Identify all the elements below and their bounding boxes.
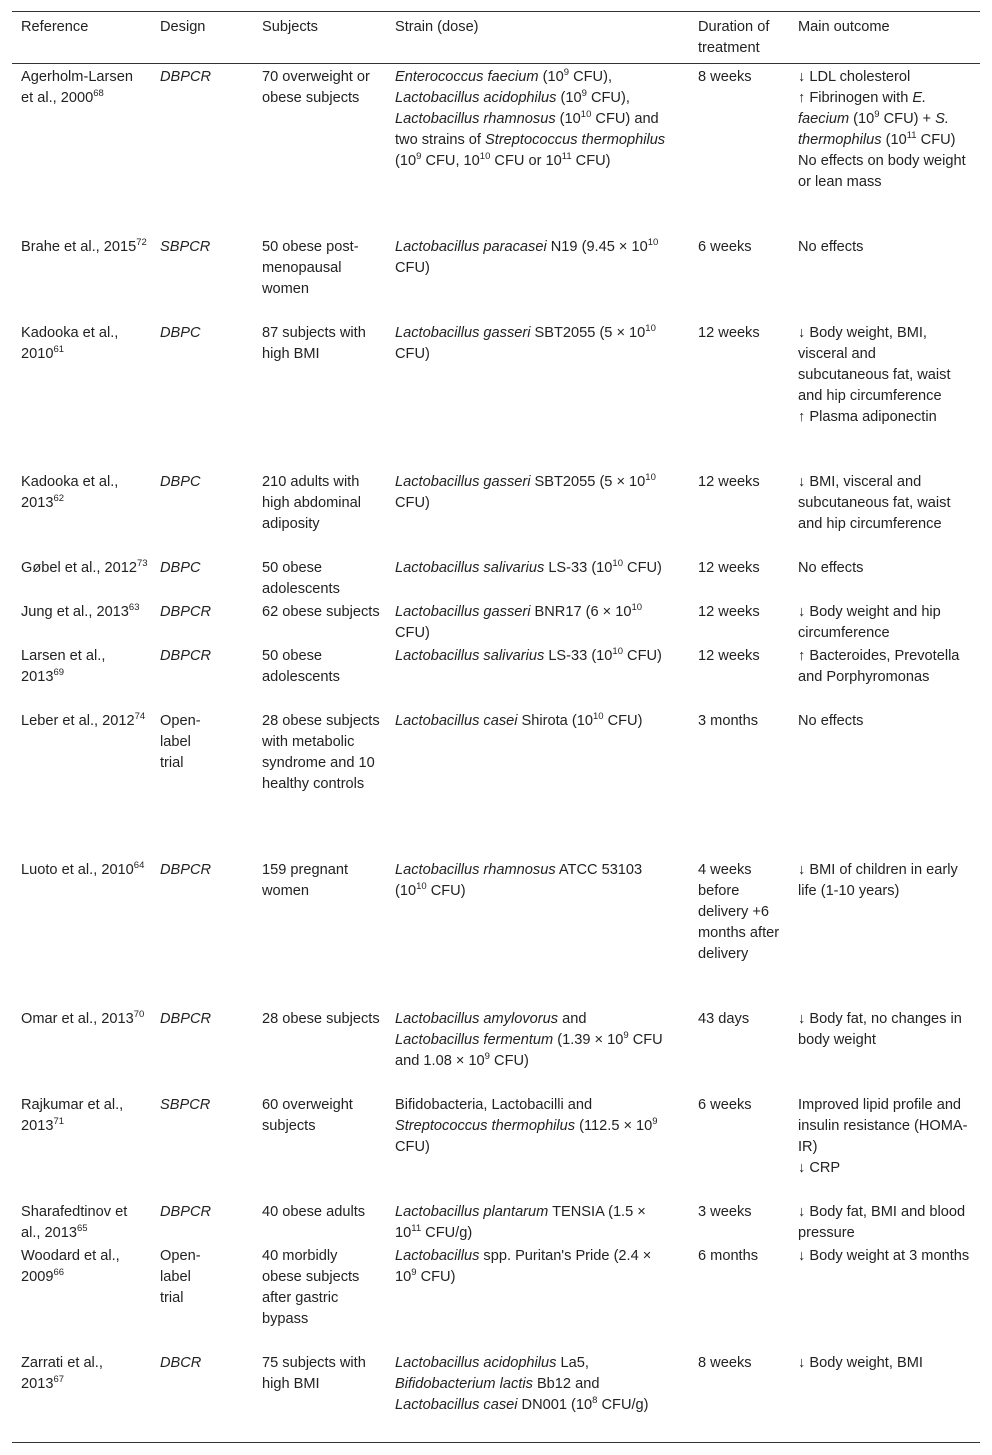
duration-cell: 6 months [698, 1248, 759, 1264]
outcome-cell: ↑ Bacteroides, Prevotella and Porphyromonas [798, 648, 960, 685]
strain-cell: Lactobacillus paracasei N19 ($9.45 \times 10^{10}$ CFU) [395, 237, 659, 276]
duration-cell: 12 weeks [698, 474, 760, 490]
outcome-cell: No effects [798, 713, 864, 729]
duration-cell: 12 weeks [698, 325, 760, 341]
subjects-cell: 62 obese subjects [262, 604, 380, 620]
reference-cell: Agerholm-Larsen et al., 2000$^{68}$ [21, 69, 133, 106]
design-cell: SBPCR [160, 239, 211, 255]
outcome-cell: ↓ Body weight at 3 months [798, 1248, 970, 1264]
strain-cell: Lactobacillus amylovorus and Lactobacillus fermentum ($1.39 \times 10^9$ CFU and $1.08 \times 10^9$ CFU) [395, 1011, 663, 1069]
subjects-cell: 75 subjects with high BMI [262, 1355, 366, 1392]
table-header-rule [12, 63, 980, 64]
outcome-line-rich: ↑ Fibrinogen with E. faecium ($10^9$ CFU) + S. thermophilus ($10^{11}$ CFU) [798, 90, 956, 148]
strain-cell: Enterococcus faecium ($10^9$ CFU), Lactobacillus acidophilus ($10^9$ CFU), Lactobacillus rhamnosus ($10^{10}$ CFU) and two strains of Streptococcus thermophilus ($10^9$ CFU, $10^{10}$ CFU or $10^{11}$ CFU) [395, 67, 666, 169]
reference-cell: Luoto et al., 2010$^{64}$ [21, 860, 145, 878]
duration-cell: 12 weeks [698, 648, 760, 664]
header-strain-dose: Strain (dose) [395, 19, 479, 35]
header-reference: Reference [21, 19, 89, 35]
subjects-cell: 210 adults with high abdominal adiposity [262, 474, 361, 532]
strain-cell: Lactobacillus plantarum TENSIA ($1.5 \times 10^{11}$ CFU/g) [395, 1204, 646, 1241]
design-cell: DBPCR [160, 1011, 212, 1027]
reference-cell: Kadooka et al., 2010$^{61}$ [21, 325, 119, 362]
table-header-row [12, 17, 980, 65]
duration-cell: 8 weeks [698, 69, 752, 85]
design-cell: Open-label trial [160, 713, 201, 771]
table-top-rule [12, 11, 980, 12]
duration-cell: 3 weeks [698, 1204, 752, 1220]
reference-cell: Gøbel et al., 2012$^{73}$ [21, 558, 148, 576]
subjects-cell: 40 morbidly obese subjects after gastric bypass [262, 1248, 360, 1327]
outcome-cell: ↓ LDL cholesterol ↑ Fibrinogen with E. faecium ($10^9$ CFU) + S. thermophilus ($10^{11}$ CFU) No effects on body weight or lean mass [798, 67, 970, 193]
design-cell: Open-label trial [160, 1248, 201, 1306]
outcome-cell: No effects [798, 239, 864, 255]
duration-cell: 6 weeks [698, 239, 752, 255]
outcome-cell: ↓ BMI, visceral and subcutaneous fat, waist and hip circumference [798, 474, 951, 532]
strain-cell: Lactobacillus gasseri SBT2055 ($5 \times 10^{10}$ CFU) [395, 472, 656, 511]
duration-cell: 12 weeks [698, 604, 760, 620]
subjects-cell: 70 overweight or obese subjects [262, 69, 370, 106]
design-cell: DBPC [160, 325, 201, 341]
reference-cell: Jung et al., 2013$^{63}$ [21, 602, 140, 620]
design-cell: DBPC [160, 560, 201, 576]
subjects-cell: 28 obese subjects [262, 1011, 380, 1027]
duration-cell: 4 weeks before delivery +6 months after delivery [698, 862, 780, 962]
strain-cell: Lactobacillus rhamnosus ATCC 53103 ($10^{10}$ CFU) [395, 862, 643, 899]
strain-cell: Lactobacillus gasseri SBT2055 ($5 \times 10^{10}$ CFU) [395, 323, 656, 362]
strain-cell: Bifidobacteria, Lactobacilli and Streptococcus thermophilus ($112.5 \times 10^9$ CFU) [395, 1097, 658, 1155]
design-cell: DBPCR [160, 648, 212, 664]
subjects-cell: 50 obese adolescents [262, 560, 340, 597]
reference-cell: Omar et al., 2013$^{70}$ [21, 1009, 145, 1027]
outcome-cell: ↓ Body weight and hip circumference [798, 604, 941, 641]
design-cell: DBPCR [160, 69, 212, 85]
outcome-cell: No effects [798, 560, 864, 576]
reference-cell: Sharafedtinov et al., 2013$^{65}$ [21, 1204, 128, 1241]
subjects-cell: 50 obese post-menopausal women [262, 239, 359, 297]
header-subjects: Subjects [262, 19, 318, 35]
reference-cell: Zarrati et al., 2013$^{67}$ [21, 1355, 103, 1392]
subjects-cell: 28 obese subjects with metabolic syndrome and 10 healthy controls [262, 713, 380, 792]
design-cell: SBPCR [160, 1097, 211, 1113]
strain-cell: Lactobacillus spp. Puritan's Pride ($2.4 \times 10^9$ CFU) [395, 1248, 652, 1285]
subjects-cell: 40 obese adults [262, 1204, 366, 1220]
subjects-cell: 50 obese adolescents [262, 648, 340, 685]
header-design: Design [160, 19, 206, 35]
outcome-cell: ↓ BMI of children in early life (1-10 years) [798, 862, 958, 899]
reference-cell: Larsen et al., 2013$^{69}$ [21, 648, 106, 685]
header-duration: Duration of treatment [698, 19, 770, 56]
reference-cell: Kadooka et al., 2013$^{62}$ [21, 474, 119, 511]
design-cell: DBPCR [160, 1204, 212, 1220]
outcome-cell: ↓ Body fat, no changes in body weight [798, 1011, 962, 1048]
subjects-cell: 159 pregnant women [262, 862, 349, 899]
header-main-outcome: Main outcome [798, 19, 890, 35]
subjects-cell: 87 subjects with high BMI [262, 325, 366, 362]
reference-cell: Rajkumar et al., 2013$^{71}$ [21, 1097, 124, 1134]
reference-cell: Woodard et al., 2009$^{66}$ [21, 1248, 120, 1285]
design-cell: DBPC [160, 474, 201, 490]
design-cell: DBPCR [160, 604, 212, 620]
design-cell: DBPCR [160, 862, 212, 878]
strain-cell: Lactobacillus salivarius LS-33 ($10^{10}$ CFU) [395, 558, 662, 576]
outcome-cell: ↓ Body fat, BMI and blood pressure [798, 1204, 966, 1241]
outcome-cell: Improved lipid profile and insulin resistance (HOMA-IR) ↓ CRP [798, 1097, 968, 1176]
duration-cell: 3 months [698, 713, 759, 729]
reference-cell: Brahe et al., 2015$^{72}$ [21, 237, 147, 255]
table-bottom-rule [12, 1442, 980, 1443]
strain-cell: Lactobacillus acidophilus La5, Bifidobacterium lactis Bb12 and Lactobacillus casei DN001 ($10^8$ CFU/g) [395, 1355, 649, 1413]
duration-cell: 6 weeks [698, 1097, 752, 1113]
reference-cell: Leber et al., 2012$^{74}$ [21, 711, 146, 729]
outcome-cell: ↓ Body weight, BMI, visceral and subcutaneous fat, waist and hip circumference ↑ Plasma adiponectin [798, 325, 951, 425]
strain-cell: Lactobacillus gasseri BNR17 ($6 \times 10^{10}$ CFU) [395, 602, 643, 641]
strain-cell: Lactobacillus salivarius LS-33 ($10^{10}$ CFU) [395, 646, 662, 664]
duration-cell: 43 days [698, 1011, 750, 1027]
outcome-cell: ↓ Body weight, BMI [798, 1355, 923, 1371]
subjects-cell: 60 overweight subjects [262, 1097, 353, 1134]
duration-cell: 12 weeks [698, 560, 760, 576]
design-cell: DBCR [160, 1355, 202, 1371]
strain-cell: Lactobacillus casei Shirota ($10^{10}$ CFU) [395, 711, 643, 729]
duration-cell: 8 weeks [698, 1355, 752, 1371]
